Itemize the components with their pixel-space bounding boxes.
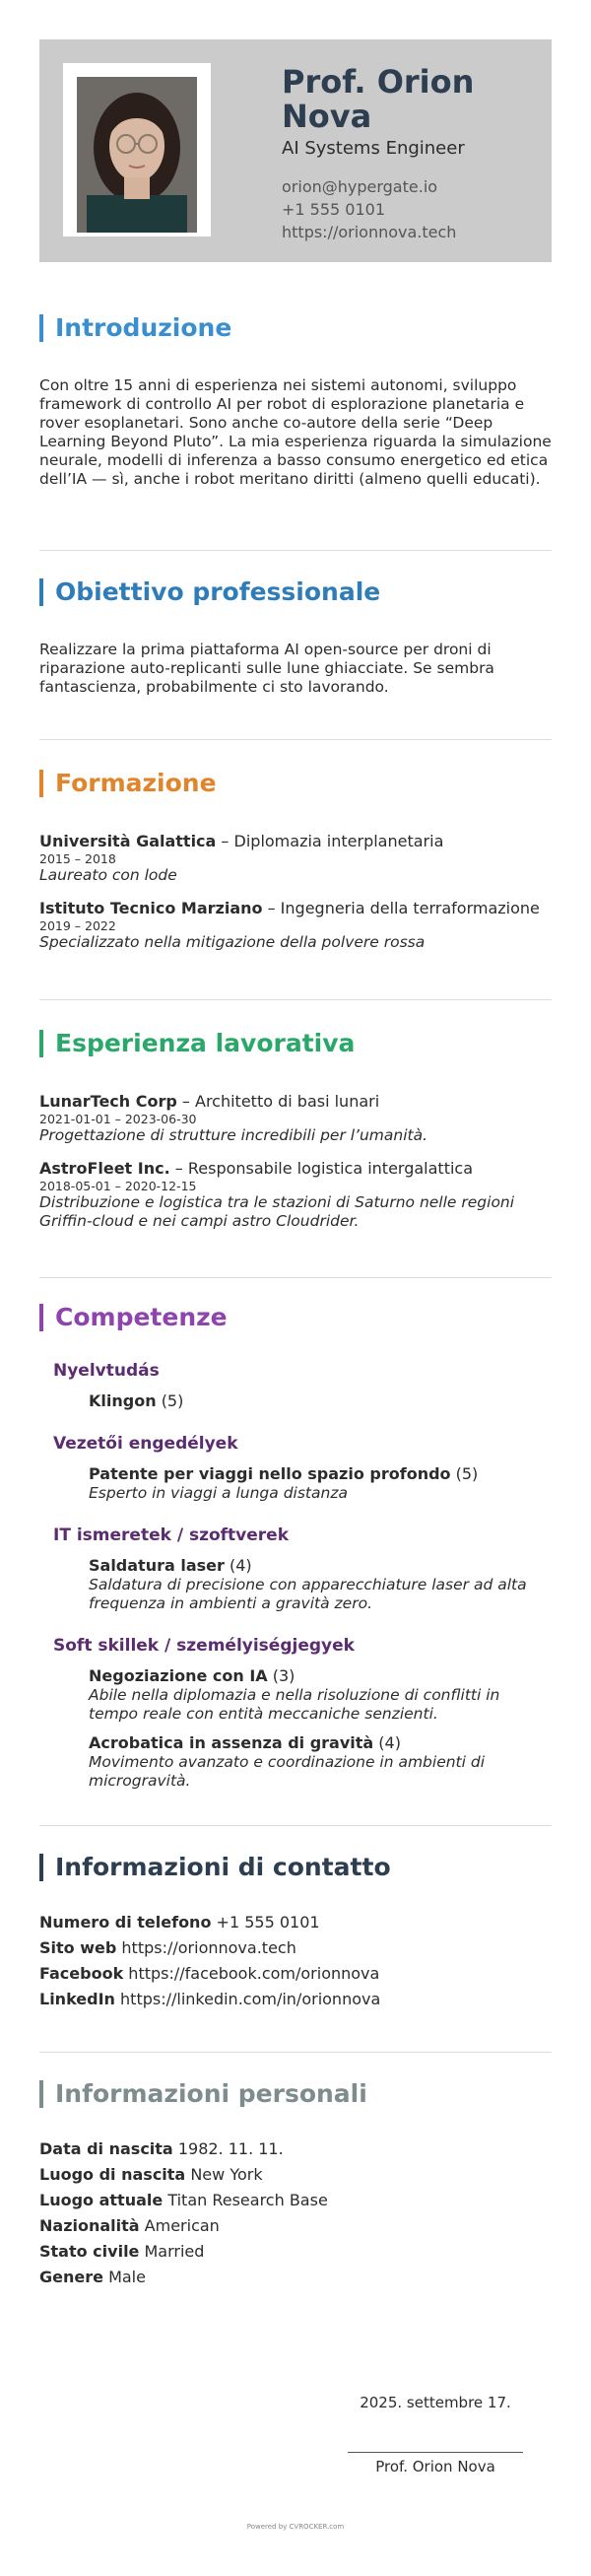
education-section bbox=[39, 769, 552, 966]
contact-row-phone bbox=[39, 1910, 552, 1935]
section-divider bbox=[39, 1825, 552, 1826]
personal-row bbox=[39, 2239, 552, 2265]
skill-category-name: Vezetői engedélyek bbox=[53, 1434, 238, 1454]
personal-section bbox=[39, 2079, 552, 2290]
education-title: Formazione bbox=[55, 769, 217, 797]
objective-title: Obiettivo professionale bbox=[55, 577, 381, 606]
profile-photo bbox=[77, 77, 197, 233]
section-accent-bar bbox=[39, 770, 43, 797]
contact-label: LinkedIn bbox=[39, 1990, 115, 2008]
personal-label: Data di nascita bbox=[39, 2139, 173, 2158]
skill-desc: Movimento avanzato e coordinazione in ambienti di microgravità. bbox=[89, 1753, 486, 1790]
education-org: Istituto Tecnico Marziano bbox=[39, 899, 263, 917]
experience-desc: Distribuzione e logistica tra le stazioni di Saturno nelle regioni Griffin-cloud e nei campi astro Cloudrider. bbox=[39, 1193, 515, 1230]
skill-category bbox=[39, 1525, 552, 1613]
signature-line bbox=[348, 2452, 523, 2453]
personal-row bbox=[39, 2136, 552, 2162]
contact-row-website bbox=[39, 1935, 552, 1961]
cv-header bbox=[39, 39, 552, 262]
experience-org: AstroFleet Inc. bbox=[39, 1159, 170, 1178]
experience-dates: 2018-05-01 – 2020-12-15 bbox=[39, 1179, 197, 1193]
section-divider bbox=[39, 2052, 552, 2053]
skills-section bbox=[39, 1303, 552, 1791]
skill-category bbox=[39, 1433, 552, 1503]
experience-entry: AstroFleet Inc. – Responsabile logistica intergalattica 2018-05-01 – 2020-12-15 Distribuzione e logistica tra le stazioni di Saturno nelle regioni Griffin-cloud e nei campi astro Cloudrider. bbox=[39, 1159, 552, 1231]
contact-value[interactable]: https://facebook.com/orionnova bbox=[128, 1964, 380, 1983]
skill-level: (4) bbox=[230, 1556, 252, 1575]
section-accent-bar bbox=[39, 578, 43, 606]
section-accent-bar bbox=[39, 2080, 43, 2108]
skill-level: (4) bbox=[378, 1733, 401, 1752]
personal-label: Genere bbox=[39, 2268, 103, 2286]
header-website[interactable]: https://orionnova.tech bbox=[282, 223, 457, 241]
personal-label: Luogo di nascita bbox=[39, 2165, 186, 2184]
contact-value[interactable]: +1 555 0101 bbox=[216, 1913, 320, 1932]
section-accent-bar bbox=[39, 1030, 43, 1057]
skill-desc: Abile nella diplomazia e nella risoluzione di conflitti in tempo reale con entità meccaniche senzienti. bbox=[89, 1686, 500, 1723]
skill-category-name: IT ismeretek / szoftverek bbox=[53, 1525, 289, 1545]
portrait-image bbox=[77, 77, 197, 233]
experience-desc: Progettazione di strutture incredibili per l’umanità. bbox=[39, 1126, 428, 1144]
skill-item bbox=[89, 1666, 552, 1724]
contact-section bbox=[39, 1853, 552, 2012]
education-desc: Laureato con lode bbox=[39, 866, 177, 884]
skill-item bbox=[89, 1556, 552, 1613]
skill-category bbox=[39, 1635, 552, 1791]
contact-row-linkedin bbox=[39, 1987, 552, 2012]
education-desc: Specializzato nella mitigazione della polvere rossa bbox=[39, 933, 426, 951]
education-entry: Università Galattica – Diplomazia interplanetaria 2015 – 2018 Laureato con lode bbox=[39, 832, 552, 885]
education-org: Università Galattica bbox=[39, 832, 217, 850]
contact-label: Facebook bbox=[39, 1964, 124, 1983]
experience-dates: 2021-01-01 – 2023-06-30 bbox=[39, 1112, 197, 1126]
header-email[interactable]: orion@hypergate.io bbox=[282, 177, 438, 196]
personal-value: American bbox=[144, 2216, 220, 2235]
education-dates: 2015 – 2018 bbox=[39, 851, 116, 866]
personal-row bbox=[39, 2162, 552, 2188]
section-divider bbox=[39, 739, 552, 740]
skill-item bbox=[89, 1464, 552, 1503]
personal-row bbox=[39, 2265, 552, 2290]
job-title: AI Systems Engineer bbox=[282, 138, 465, 159]
experience-title: Esperienza lavorativa bbox=[55, 1029, 356, 1057]
skill-category-name: Soft skillek / személyiségjegyek bbox=[53, 1636, 355, 1656]
section-divider bbox=[39, 999, 552, 1000]
experience-org: LunarTech Corp bbox=[39, 1092, 177, 1111]
education-dates: 2019 – 2022 bbox=[39, 918, 116, 933]
section-accent-bar bbox=[39, 1854, 43, 1881]
section-accent-bar bbox=[39, 314, 43, 342]
education-role: Ingegneria della terraformazione bbox=[280, 899, 540, 917]
skill-level: (3) bbox=[272, 1666, 296, 1685]
personal-value: Married bbox=[144, 2242, 205, 2261]
skill-name: Negoziazione con IA bbox=[89, 1666, 268, 1685]
person-name: Prof. Orion Nova bbox=[282, 63, 475, 135]
section-accent-bar bbox=[39, 1304, 43, 1331]
experience-role: Architetto di basi lunari bbox=[195, 1092, 380, 1111]
skill-level: (5) bbox=[161, 1391, 184, 1410]
education-role: Diplomazia interplanetaria bbox=[233, 832, 444, 850]
section-divider bbox=[39, 550, 552, 551]
skill-item bbox=[89, 1391, 552, 1411]
header-phone[interactable]: +1 555 0101 bbox=[282, 200, 386, 219]
objective-section bbox=[39, 577, 552, 697]
personal-label: Luogo attuale bbox=[39, 2191, 164, 2209]
skills-title: Competenze bbox=[55, 1303, 228, 1331]
personal-title: Informazioni personali bbox=[55, 2079, 367, 2108]
skill-name: Saldatura laser bbox=[89, 1556, 225, 1575]
contact-value[interactable]: https://linkedin.com/in/orionnova bbox=[120, 1990, 381, 2008]
personal-row bbox=[39, 2213, 552, 2239]
intro-section bbox=[39, 313, 552, 489]
personal-value: Male bbox=[108, 2268, 146, 2286]
contact-label: Sito web bbox=[39, 1938, 117, 1957]
skill-name: Acrobatica in assenza di gravità bbox=[89, 1733, 374, 1752]
contact-value[interactable]: https://orionnova.tech bbox=[121, 1938, 296, 1957]
experience-entry: LunarTech Corp – Architetto di basi lunari 2021-01-01 – 2023-06-30 Progettazione di strutture incredibili per l’umanità. bbox=[39, 1092, 552, 1145]
personal-value: Titan Research Base bbox=[167, 2191, 328, 2209]
personal-label: Stato civile bbox=[39, 2242, 140, 2261]
skill-category bbox=[39, 1360, 552, 1411]
signature-block bbox=[347, 2393, 524, 2476]
profile-photo-frame bbox=[63, 63, 211, 237]
section-divider bbox=[39, 1277, 552, 1278]
experience-section bbox=[39, 1029, 552, 1245]
education-entry: Istituto Tecnico Marziano – Ingegneria della terraformazione 2019 – 2022 Specializzato nella mitigazione della polvere rossa bbox=[39, 899, 552, 952]
signature-date: 2025. settembre 17. bbox=[360, 2394, 511, 2411]
experience-role: Responsabile logistica intergalattica bbox=[187, 1159, 474, 1178]
footer-credit[interactable]: Powered by CVROCKER.com bbox=[246, 2523, 345, 2531]
skill-desc: Saldatura di precisione con apparecchiature laser ad alta frequenza in ambienti a gravità zero. bbox=[89, 1576, 527, 1612]
personal-label: Nazionalità bbox=[39, 2216, 140, 2235]
skill-level: (5) bbox=[455, 1464, 479, 1483]
personal-value: 1982. 11. 11. bbox=[177, 2139, 284, 2158]
skill-category-name: Nyelvtudás bbox=[53, 1361, 160, 1381]
skill-desc: Esperto in viaggi a lunga distanza bbox=[89, 1484, 348, 1502]
contact-title: Informazioni di contatto bbox=[55, 1853, 391, 1881]
intro-text: Con oltre 15 anni di esperienza nei sistemi autonomi, sviluppo framework di controllo AI per robot di esplorazione planetaria e rover esoplanetari. Sono anche co-autore della serie “Deep Learning Beyond Pluto”. La mia esperienza riguarda la simulazione neurale, modelli di inferenza a basso consumo energetico ed etica dell’IA — sì, anche i robot meritano diritti (almeno quelli educati). bbox=[39, 376, 552, 488]
contact-row-facebook bbox=[39, 1961, 552, 1987]
skill-name: Patente per viaggi nello spazio profondo bbox=[89, 1464, 451, 1483]
skill-item bbox=[89, 1733, 552, 1791]
personal-row bbox=[39, 2188, 552, 2213]
intro-title: Introduzione bbox=[55, 313, 232, 342]
skill-name: Klingon bbox=[89, 1391, 157, 1410]
contact-label: Numero di telefono bbox=[39, 1913, 212, 1932]
objective-text: Realizzare la prima piattaforma AI open-source per droni di riparazione auto-replicanti sulle lune ghiacciate. Se sembra fantascienza, probabilmente ci sto lavorando. bbox=[39, 641, 494, 696]
personal-value: New York bbox=[190, 2165, 263, 2184]
signature-name: Prof. Orion Nova bbox=[375, 2458, 495, 2475]
